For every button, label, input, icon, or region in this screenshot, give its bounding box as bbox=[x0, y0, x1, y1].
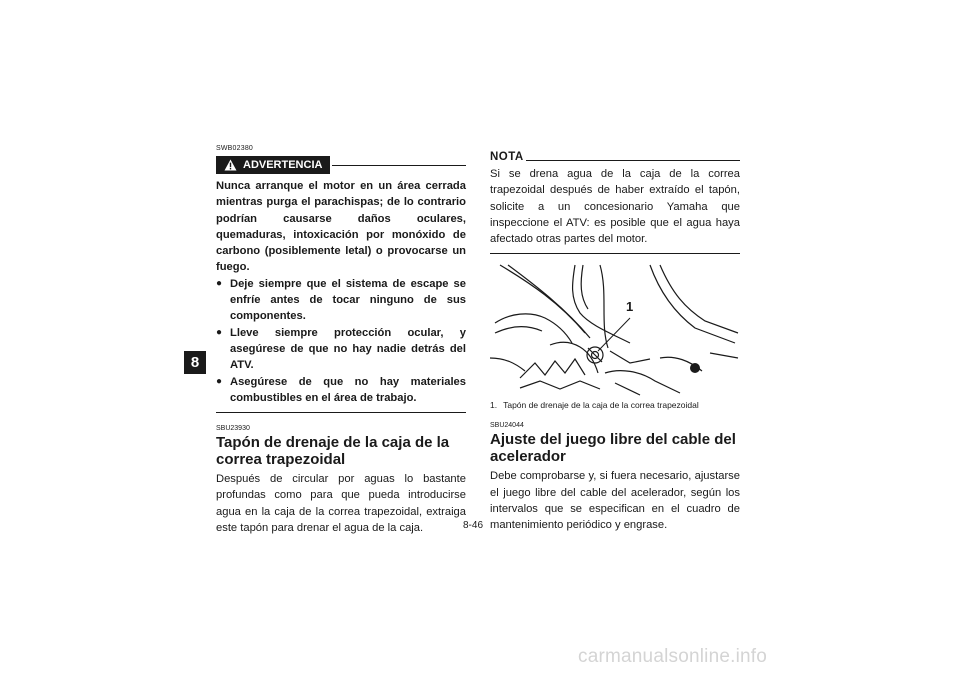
note-label: NOTA bbox=[490, 151, 524, 163]
drain-plug-illustration bbox=[490, 263, 740, 398]
section-body: Debe comprobarse y, si fuera necesario, ajustarse el juego libre del cable del acelerador, según los intervalos que se especifican en el cuadro de mantenimiento periódico y engrase. bbox=[490, 470, 740, 532]
watermark[interactable]: carmanualsonline.info bbox=[578, 646, 768, 667]
warning-bullet bbox=[216, 325, 466, 374]
section-title: Tapón de drenaje de la caja de la correa trapezoidal bbox=[216, 434, 450, 469]
warning-triangle-icon bbox=[224, 159, 237, 171]
right-column bbox=[490, 145, 740, 534]
warning-intro: Nunca arranque el motor en un área cerrada mientras purga el parachispas; de lo contrario podrían causarse daños oculares, quemaduras, intoxicación por monóxido de carbono (posiblemente letal) o provocarse un fuego. bbox=[216, 180, 466, 274]
warning-code: SWB02380 bbox=[216, 145, 254, 152]
callout-number: 1 bbox=[626, 299, 634, 315]
bullet-dot-icon: ● bbox=[216, 277, 223, 289]
figure-caption bbox=[490, 400, 740, 410]
left-column bbox=[216, 145, 466, 536]
note-body: Si se drena agua de la caja de la correa trapezoidal después de haber extraído el tapón, solicite a un concesionario Yamaha que inspeccione el ATV: es posible que el agua haya afectado otras partes del motor. bbox=[490, 168, 740, 246]
warning-bullet bbox=[216, 276, 466, 325]
note-rule bbox=[526, 160, 740, 161]
caption-text: Tapón de drenaje de la caja de la correa trapezoidal bbox=[503, 400, 699, 411]
section-title: Ajuste del juego libre del cable del acelerador bbox=[490, 431, 736, 466]
page-number: 8-46 bbox=[463, 520, 484, 531]
note-end-rule bbox=[490, 253, 740, 254]
chapter-tab: 8 bbox=[184, 351, 206, 374]
caption-number: 1. bbox=[490, 400, 498, 411]
warning-bullet bbox=[216, 374, 466, 407]
bullet-dot-icon: ● bbox=[216, 375, 223, 387]
warning-header bbox=[216, 156, 466, 174]
warning-badge bbox=[216, 156, 330, 174]
section-code: SBU23930 bbox=[216, 425, 250, 433]
bullet-dot-icon: ● bbox=[216, 326, 223, 338]
note-header bbox=[490, 151, 740, 163]
engine-drawing bbox=[490, 263, 740, 398]
warning-bullet-text: Deje siempre que el sistema de escape se enfríe antes de tocar ninguno de sus componentes. bbox=[230, 277, 466, 323]
warning-label: ADVERTENCIA bbox=[243, 159, 323, 171]
warning-end-rule bbox=[216, 412, 466, 413]
section-code: SBU24044 bbox=[490, 422, 524, 430]
section-body: Después de circular por aguas lo bastante profundas como para que pueda introducirse agua en la caja de la correa trapezoidal, extraiga este tapón para drenar el agua de la caja. bbox=[216, 473, 466, 535]
warning-bullet-text: Asegúrese de que no hay materiales combustibles en el área de trabajo. bbox=[230, 375, 466, 404]
warning-body bbox=[216, 178, 466, 406]
warning-rule bbox=[332, 165, 466, 166]
warning-bullet-text: Lleve siempre protección ocular, y asegúrese de que no hay nadie detrás del ATV. bbox=[230, 326, 466, 372]
